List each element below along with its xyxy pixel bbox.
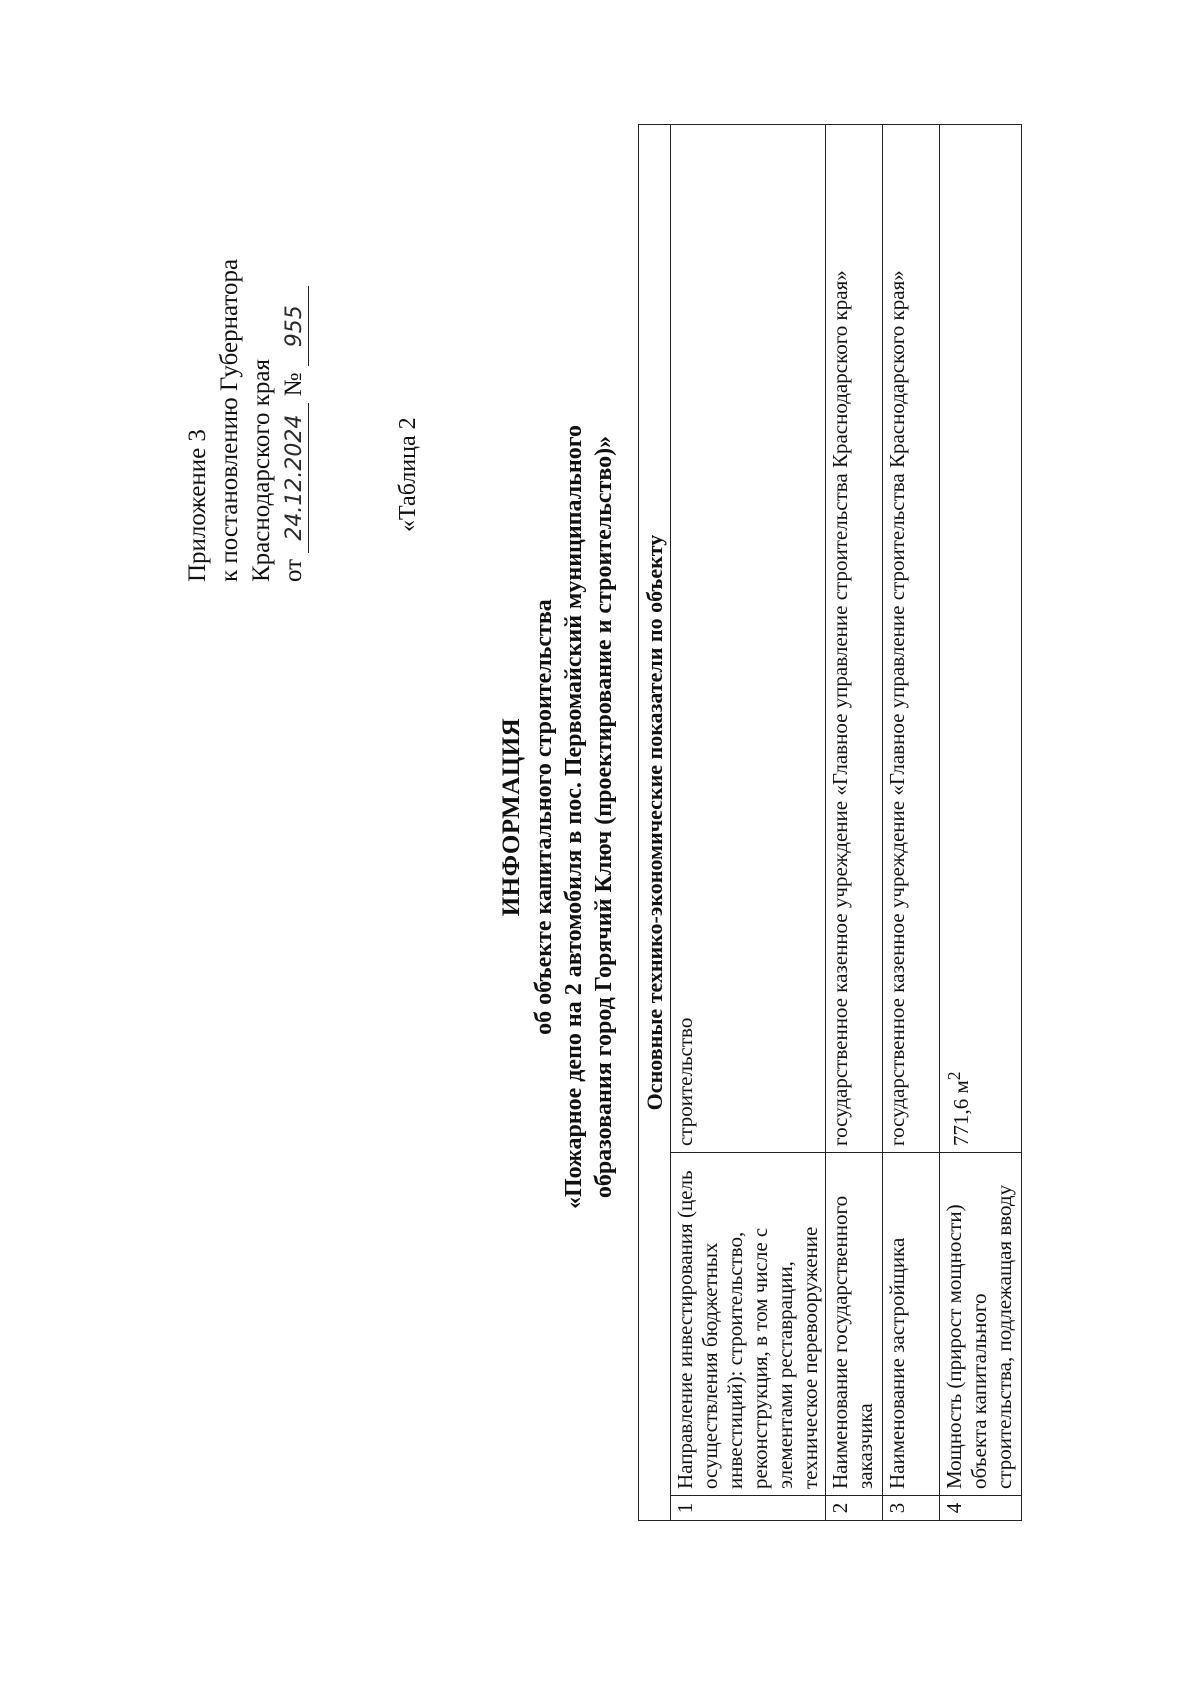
appendix-line-2: к постановлению Губернатора (216, 258, 243, 582)
row-number: 1 (671, 1496, 826, 1521)
row-value: государственное казенное учреждение «Главное управление строительства Краснодарского края» (883, 125, 940, 1153)
row-label: Наименование государственного заказчика (826, 1153, 883, 1496)
row-value: строительство (671, 125, 826, 1153)
table-row (883, 125, 940, 1521)
row-label: Наименование застройщика (883, 1153, 940, 1496)
appendix-header (182, 182, 310, 582)
handwritten-date: 24.12.2024 (282, 403, 309, 553)
number-prefix: № (280, 372, 307, 397)
row-value-text: 771,6 м (949, 1080, 973, 1146)
row-number: 4 (940, 1496, 1022, 1521)
title-line-2: об объекте капитального строительства (531, 599, 557, 1035)
table-row (671, 125, 826, 1521)
table-section-row (639, 125, 671, 1521)
appendix-line-1: Приложение 3 (184, 429, 211, 582)
title-line-4: образования город Горячий Ключ (проектирование и строительство)» (591, 435, 617, 1199)
row-number: 2 (826, 1496, 883, 1521)
appendix-line-3: Краснодарского края (248, 359, 275, 582)
title-line-3: «Пожарное депо на 2 автомобиля в пос. Первомайский муниципального (561, 424, 587, 1210)
title-main: ИНФОРМАЦИЯ (498, 717, 525, 917)
row-label: Направление инвестирования (цель осуществления бюджетных инвестиций): строительство, реконструкция, в том числе с элементами реставрации, техническое перевооружение (671, 1153, 826, 1496)
info-table (638, 124, 1022, 1521)
handwritten-number: 955 (282, 286, 309, 366)
table-label: «Таблица 2 (395, 417, 421, 532)
row-label: Мощность (прирост мощности) объекта капитального строительства, подлежащая вводу (940, 1153, 1022, 1496)
document-title (495, 317, 619, 1317)
row-value (940, 125, 1022, 1153)
date-prefix: от (280, 558, 307, 582)
table-row (940, 125, 1022, 1521)
table-row (826, 125, 883, 1521)
row-value: государственное казенное учреждение «Главное управление строительства Краснодарского края» (826, 125, 883, 1153)
row-value-superscript: 2 (944, 1071, 964, 1081)
appendix-date-line (278, 182, 310, 582)
section-header: Основные технико-экономические показатели по объекту (639, 125, 671, 1521)
row-number: 3 (883, 1496, 940, 1521)
